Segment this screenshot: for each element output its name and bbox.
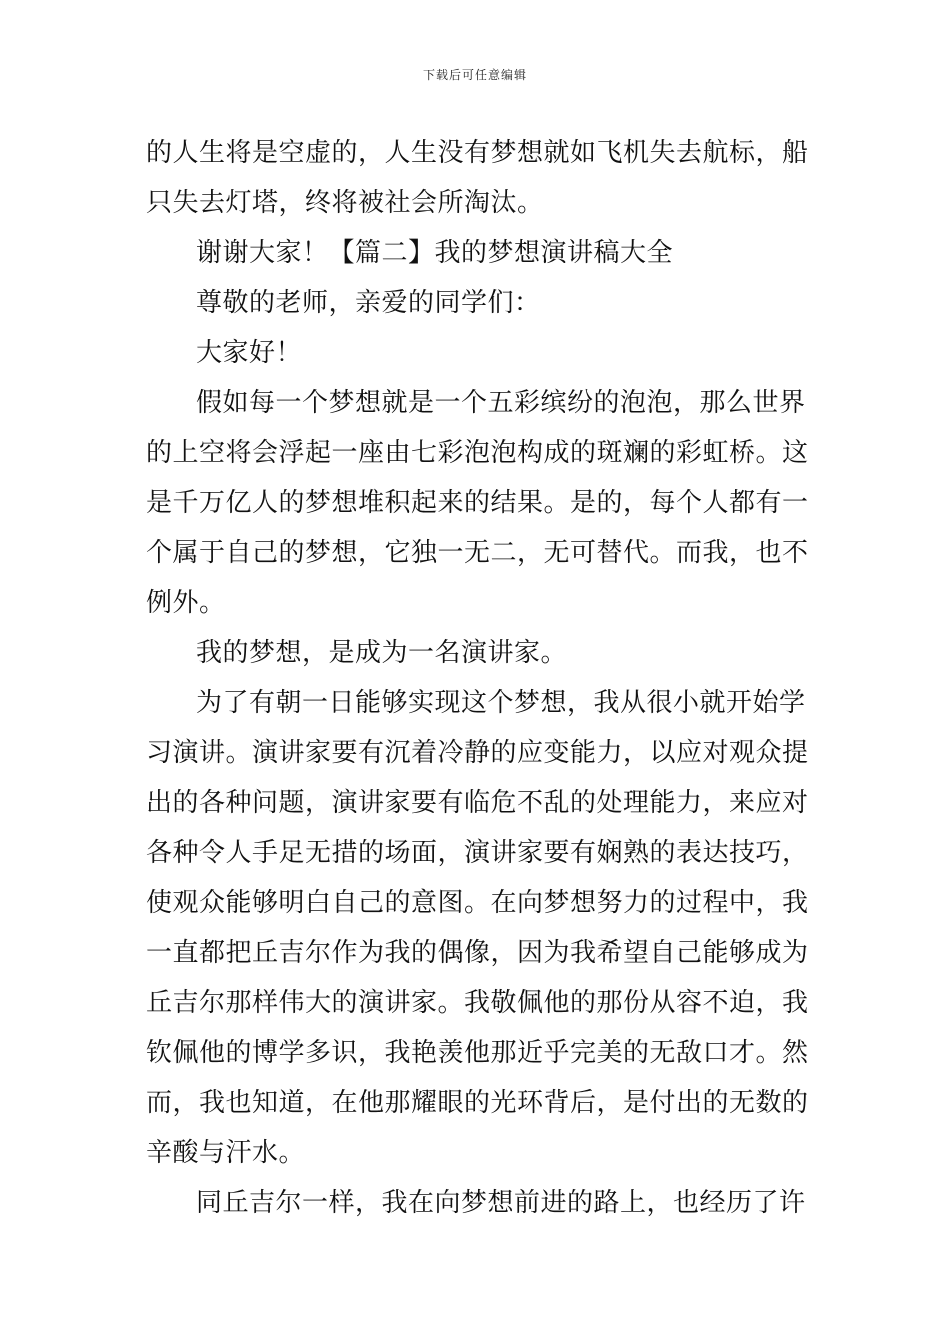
text-line: 只失去灯塔，终将被社会所淘汰。: [146, 188, 544, 218]
text-line: 谢谢大家！【篇二】我的梦想演讲稿大全: [196, 238, 674, 268]
text-line: 丘吉尔那样伟大的演讲家。我敬佩他的那份从容不迫，我: [146, 988, 809, 1018]
text-line: 使观众能够明白自己的意图。在向梦想努力的过程中，我: [146, 888, 809, 918]
text-line: 钦佩他的博学多识，我艳羡他那近乎完美的无敌口才。然: [146, 1038, 809, 1068]
text-line: 个属于自己的梦想，它独一无二，无可替代。而我，也不: [146, 538, 809, 568]
text-line: 的上空将会浮起一座由七彩泡泡构成的斑斓的彩虹桥。这: [146, 438, 809, 468]
text-line: 例外。: [146, 588, 226, 618]
text-line: 为了有朝一日能够实现这个梦想，我从很小就开始学: [196, 688, 806, 718]
text-line: 习演讲。演讲家要有沉着冷静的应变能力，以应对观众提: [146, 738, 809, 768]
text-line: 我的梦想，是成为一名演讲家。: [196, 638, 568, 668]
document-body: [146, 128, 810, 1228]
text-line: 是千万亿人的梦想堆积起来的结果。是的，每个人都有一: [146, 488, 809, 518]
text-line: 一直都把丘吉尔作为我的偶像，因为我希望自己能够成为: [146, 938, 809, 968]
text-line: 同丘吉尔一样，我在向梦想前进的路上，也经历了许: [196, 1188, 806, 1218]
text-line: 的人生将是空虚的，人生没有梦想就如飞机失去航标，船: [146, 138, 809, 168]
text-line: 辛酸与汗水。: [146, 1138, 306, 1168]
text-line: 各种令人手足无措的场面，演讲家要有娴熟的表达技巧，: [146, 838, 809, 868]
text-line: 尊敬的老师，亲爱的同学们：: [196, 288, 541, 318]
text-line: 出的各种问题，演讲家要有临危不乱的处理能力，来应对: [146, 788, 809, 818]
page-header: 下载后可任意编辑: [422, 68, 527, 82]
text-line: 假如每一个梦想就是一个五彩缤纷的泡泡，那么世界: [196, 388, 806, 418]
text-line: 大家好！: [196, 338, 303, 368]
text-line: 而，我也知道，在他那耀眼的光环背后，是付出的无数的: [146, 1088, 809, 1118]
